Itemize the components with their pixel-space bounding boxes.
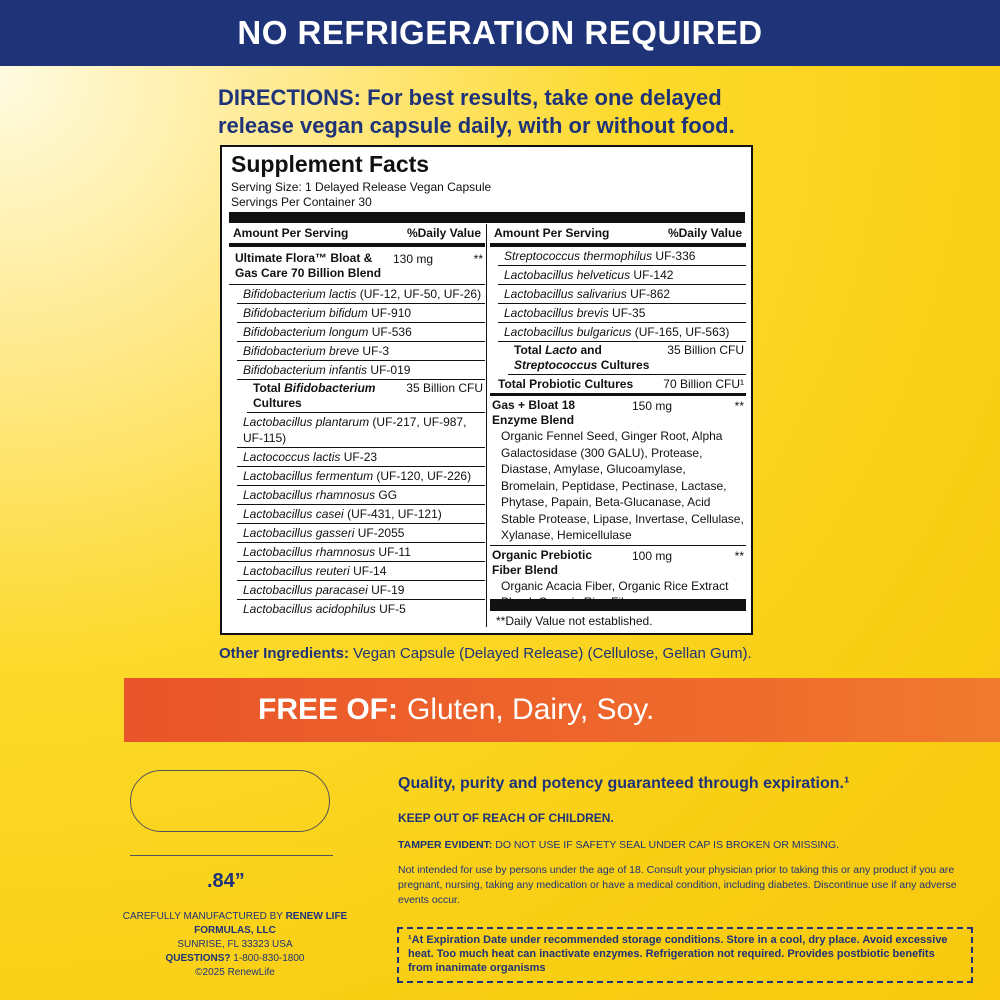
facts-title: Supplement Facts	[231, 151, 430, 177]
bifido-list	[229, 285, 485, 380]
supplement-facts-panel	[220, 145, 753, 635]
strain-row: Bifidobacterium bifidum UF-910	[237, 304, 485, 323]
total-lacto-value: 35 Billion CFU	[667, 343, 744, 357]
prebiotic-blend-name: Organic Prebiotic Fiber Blend	[492, 547, 593, 577]
other-ingredients-text: Vegan Capsule (Delayed Release) (Cellulose, Gellan Gum).	[349, 645, 752, 662]
facts-bottom-bar	[490, 599, 746, 611]
manufacturer-info: CAREFULLY MANUFACTURED BY RENEW LIFE FORMULAS, LLC SUNRISE, FL 33323 USA QUESTIONS? 1-800-830-1800 ©2025 RenewLife	[100, 910, 370, 980]
expiry-note: ¹At Expiration Date under recommended storage conditions. Store in a cool, dry place. Avoid excessive heat. Too much heat can inactivate enzymes. Refrigeration not required. Provides postbiotic benefits from inanimate organisms	[408, 934, 948, 974]
label-notices	[398, 775, 973, 908]
prebiotic-ingredients: Organic Acacia Fiber, Organic Rice Extract	[501, 578, 729, 593]
expiry-note-box	[397, 927, 973, 983]
strain-row: Bifidobacterium longum UF-536	[237, 323, 485, 342]
facts-left-column	[229, 224, 485, 618]
other-ingredients	[219, 645, 752, 662]
strain-row: Lactobacillus rhamnosus GG	[237, 486, 485, 505]
enzyme-blend-name: Gas + Bloat 18 Enzyme Blend	[492, 398, 576, 427]
manufacturer-address: SUNRISE, FL 33323 USA	[177, 939, 293, 950]
probiotic-blend-name: Ultimate Flora™ Bloat & Gas Care 70 Billion Blend	[235, 251, 382, 280]
strain-row: Lactobacillus brevis UF-35	[498, 304, 746, 323]
strain-row: Lactobacillus plantarum (UF-217, UF-987, UF-115)	[237, 413, 485, 448]
manufacturer-name: RENEW LIFE FORMULAS, LLC	[194, 911, 348, 936]
serving-size: Serving Size: 1 Delayed Release Vegan Capsule	[231, 180, 492, 194]
prebiotic-blend-dv: **	[734, 548, 744, 563]
free-of-text: Gluten, Dairy, Soy.	[407, 693, 655, 726]
directions	[218, 84, 778, 140]
lacto-list	[229, 413, 485, 618]
enzyme-blend-dv: **	[734, 399, 744, 413]
strain-row: Lactobacillus helveticus UF-142	[498, 266, 746, 285]
strain-row: Lactobacillus salivarius UF-862	[498, 285, 746, 304]
serving-info	[231, 180, 491, 210]
probiotic-blend-dv: **	[473, 252, 483, 266]
total-probiotic-value: 70 Billion CFU¹	[663, 377, 744, 391]
strain-row: Lactobacillus reuteri UF-14	[237, 562, 485, 581]
enzyme-blend-amount: 150 mg	[632, 399, 673, 413]
strain-row: Lactobacillus casei (UF-431, UF-121)	[237, 505, 485, 524]
top-banner	[0, 0, 1000, 66]
quality-statement: Quality, purity and potency guaranteed through expiration.¹	[398, 775, 850, 792]
strain-row: Bifidobacterium lactis (UF-12, UF-50, UF-26)	[237, 285, 485, 304]
strain-row: Lactobacillus gasseri UF-2055	[237, 524, 485, 543]
enzyme-ingredients: Organic Fennel Seed, Ginger Root, Alpha Galactosidase (300 GALU), Protease, Diastase, Amylase, Glucoamylase, Bromelain, Peptidase, Pectinase, Lactase, Phytase, Papain, Beta-Glucanase, Acid Stable Protease, Lipase, Invertase, Cellulase, Xylanase, Hemicellulase	[501, 429, 744, 542]
prebiotic-blend-amount: 100 mg	[632, 548, 673, 563]
total-lacto-row: Total Lacto and Streptococcus Cultures 35 Billion CFU	[508, 342, 746, 375]
header-amount: Amount Per Serving	[494, 226, 610, 240]
strain-row: Streptococcus thermophilus UF-336	[498, 247, 746, 266]
banner-text: NO REFRIGERATION REQUIRED	[237, 14, 763, 51]
right-column-header	[490, 224, 746, 247]
left-column-header	[229, 224, 485, 247]
keep-out-warning: KEEP OUT OF REACH OF CHILDREN.	[398, 811, 614, 825]
total-bifido-value: 35 Billion CFU	[406, 381, 483, 395]
dv-footnote: **Daily Value not established.	[496, 614, 653, 628]
probiotic-blend-row	[229, 247, 485, 285]
header-dv: %Daily Value	[406, 226, 481, 240]
enzyme-blend-row	[490, 396, 746, 546]
free-of-lead: FREE OF:	[258, 693, 398, 726]
usage-notice: Not intended for use by persons under the age of 18. Consult your physician prior to taking this or any product if you are pregnant, nursing, taking any medication or have a medical condition, including diabetes. Discontinue use if any adverse events occur.	[398, 864, 957, 906]
strain-row: Lactobacillus fermentum (UF-120, UF-226)	[237, 467, 485, 486]
capsule-outline-icon	[130, 770, 330, 832]
free-of-banner	[124, 678, 1000, 742]
strain-row: Lactobacillus rhamnosus UF-11	[237, 543, 485, 562]
total-bifido-row: Total Bifidobacterium Cultures 35 Billion CFU	[247, 380, 485, 413]
strain-row: Lactobacillus acidophilus UF-5	[243, 602, 406, 616]
tamper-warning: TAMPER EVIDENT: DO NOT USE IF SAFETY SEAL UNDER CAP IS BROKEN OR MISSING.	[398, 839, 840, 851]
strain-row: Lactobacillus bulgaricus (UF-165, UF-563)	[498, 323, 746, 342]
facts-right-column	[490, 224, 746, 611]
header-dv: %Daily Value	[667, 226, 742, 240]
copyright: ©2025 RenewLife	[195, 967, 275, 978]
probiotic-blend-amount: 130 mg	[393, 252, 434, 266]
strain-row: Lactococcus lactis UF-23	[237, 448, 485, 467]
facts-divider-bar	[229, 212, 745, 223]
servings-per-container: Servings Per Container 30	[231, 195, 372, 209]
strain-row: Bifidobacterium infantis UF-019	[237, 361, 485, 380]
right-strain-list	[490, 247, 746, 342]
capsule-size: .84”	[207, 870, 245, 892]
strain-row: Lactobacillus paracasei UF-19	[237, 581, 485, 600]
directions-text: For best results, take one delayed release vegan capsule daily, with or without food.	[218, 85, 735, 138]
header-amount: Amount Per Serving	[233, 226, 349, 240]
phone-number: 1-800-830-1800	[230, 953, 305, 964]
capsule-measure-line	[130, 855, 333, 856]
directions-lead: DIRECTIONS:	[218, 85, 361, 110]
total-probiotic-label: Total Probiotic Cultures	[498, 377, 634, 391]
column-divider	[486, 224, 487, 627]
total-probiotic-row	[490, 375, 746, 396]
other-ingredients-lead: Other Ingredients:	[219, 645, 350, 662]
strain-row: Bifidobacterium breve UF-3	[237, 342, 485, 361]
